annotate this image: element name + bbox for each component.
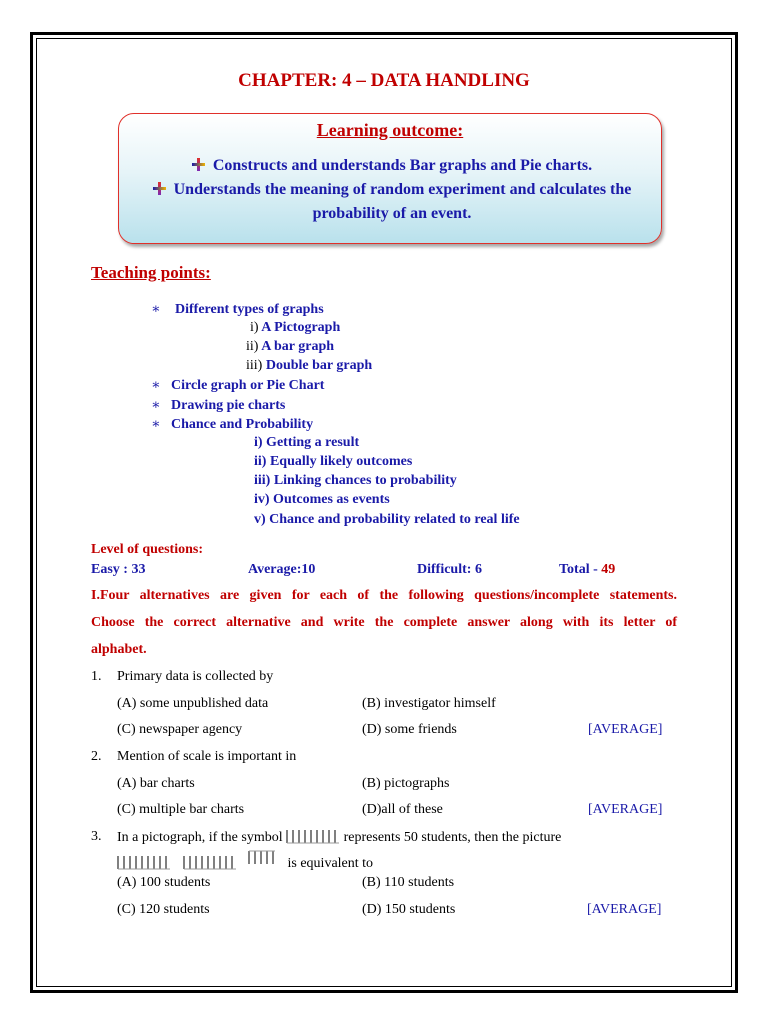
level-of-questions-heading: Level of questions: — [91, 542, 203, 557]
option-a: (A) some unpublished data — [117, 696, 269, 711]
instruction-line: I.Four alternatives are given for each of the following questions/incomplete statements. — [91, 588, 677, 603]
teaching-point-item: ∗ Circle graph or Pie Chart — [151, 378, 325, 393]
question-text: In a pictograph, if the symbol represents 50 students, then the picture — [117, 830, 562, 845]
question-text-continued: is equivalent to — [117, 850, 373, 872]
option-d: (D) some friends — [362, 722, 457, 737]
learning-outcome-box — [118, 113, 662, 244]
plus-bullet-icon — [153, 182, 166, 195]
question-number: 3. — [91, 829, 102, 844]
partial-pictograph-symbol-icon — [248, 850, 278, 865]
option-d: (D) 150 students — [362, 902, 456, 917]
option-d: (D)all of these — [362, 802, 443, 817]
difficult-count: Difficult: 6 — [417, 562, 482, 577]
learning-outcome-heading: Learning outcome: — [316, 120, 464, 140]
chapter-title: CHAPTER: 4 – DATA HANDLING — [238, 70, 530, 91]
teaching-subpoint: i) Getting a result — [254, 435, 360, 450]
option-c: (C) 120 students — [117, 902, 210, 917]
teaching-point-item: ∗ Drawing pie charts — [151, 398, 286, 413]
teaching-subpoint: i) A Pictograph — [250, 320, 341, 335]
pictograph-symbol-icon — [183, 855, 237, 870]
average-count: Average:10 — [248, 562, 316, 577]
asterisk-bullet-icon: ∗ — [151, 302, 161, 317]
learning-outcome-list — [127, 154, 657, 226]
outcome-item: Understands the meaning of random experiment and calculates the — [127, 178, 657, 202]
question-number: 2. — [91, 749, 102, 764]
option-b: (B) 110 students — [362, 875, 455, 890]
question-text: Mention of scale is important in — [117, 749, 297, 764]
option-c: (C) multiple bar charts — [117, 802, 245, 817]
option-a: (A) bar charts — [117, 776, 195, 791]
teaching-subpoint: iii) Double bar graph — [246, 358, 373, 373]
difficulty-tag: [AVERAGE] — [588, 802, 663, 817]
teaching-subpoint: iv) Outcomes as events — [254, 492, 390, 507]
question-text: Primary data is collected by — [117, 669, 274, 684]
teaching-point-item: ∗ Different types of graphs — [151, 302, 324, 317]
option-a: (A) 100 students — [117, 875, 211, 890]
question-number: 1. — [91, 669, 102, 684]
instruction-line: alphabet. — [91, 642, 147, 657]
instruction-line: Choose the correct alternative and write the complete answer along with its letter of — [91, 615, 677, 630]
teaching-subpoint: ii) Equally likely outcomes — [254, 454, 413, 469]
asterisk-bullet-icon: ∗ — [151, 398, 161, 413]
outcome-item: Constructs and understands Bar graphs and Pie charts. — [127, 154, 657, 178]
option-c: (C) newspaper agency — [117, 722, 243, 737]
difficulty-tag: [AVERAGE] — [588, 722, 663, 737]
option-b: (B) investigator himself — [362, 696, 496, 711]
outcome-item-continued: probability of an event. — [312, 205, 472, 222]
teaching-points-heading: Teaching points: — [91, 263, 211, 282]
option-b: (B) pictographs — [362, 776, 450, 791]
asterisk-bullet-icon: ∗ — [151, 417, 161, 432]
teaching-subpoint: ii) A bar graph — [246, 339, 335, 354]
teaching-subpoint: v) Chance and probability related to real life — [254, 512, 520, 527]
teaching-subpoint: iii) Linking chances to probability — [254, 473, 457, 488]
pictograph-symbol-icon — [117, 855, 171, 870]
asterisk-bullet-icon: ∗ — [151, 378, 161, 393]
plus-bullet-icon — [192, 158, 205, 171]
total-count: Total - 49 — [559, 562, 616, 577]
pictograph-symbol-icon — [286, 829, 340, 844]
teaching-point-item: ∗ Chance and Probability — [151, 417, 314, 432]
easy-count: Easy : 33 — [91, 562, 146, 577]
difficulty-tag: [AVERAGE] — [587, 902, 662, 917]
